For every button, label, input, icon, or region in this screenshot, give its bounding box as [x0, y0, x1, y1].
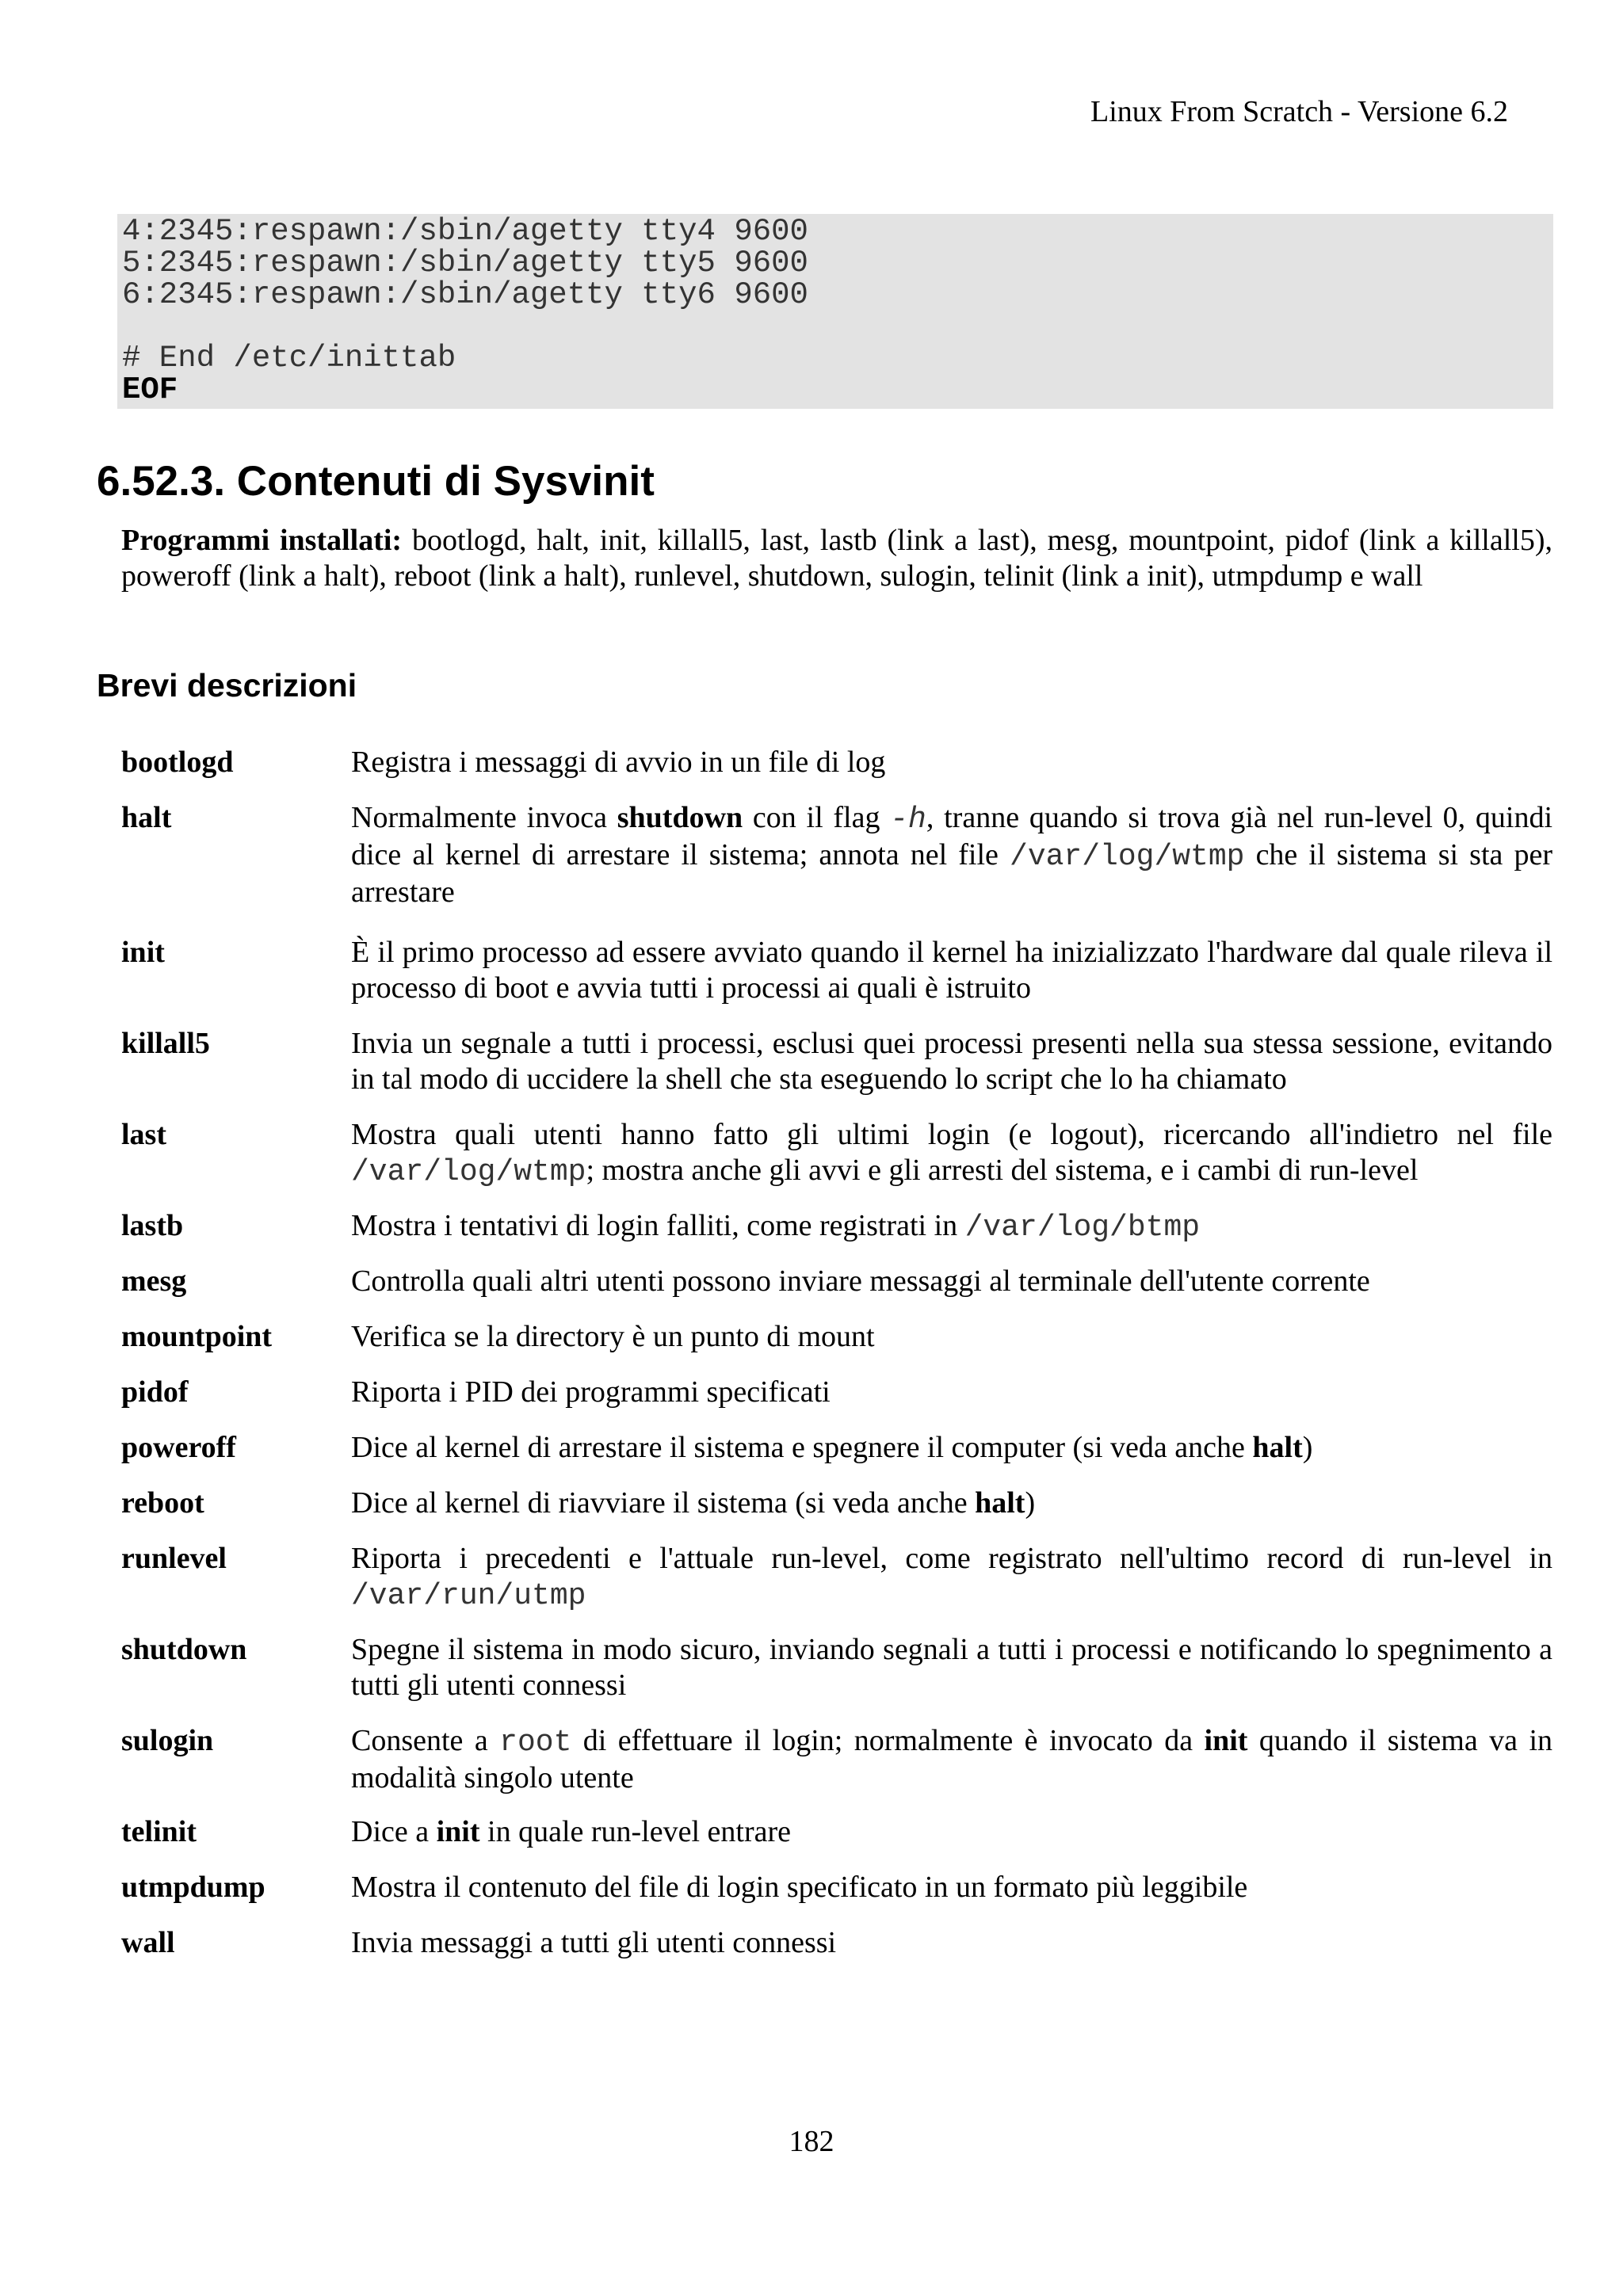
description-fragment: quando il sistema va in modalità singolo utente — [351, 1724, 1553, 1794]
description-fragment: Mostra i tentativi di login falliti, come registrati in — [351, 1209, 965, 1242]
description-fragment: , tranne quando si trova già nel run-level 0, quindi dice al kernel di arrestare il sistema; annota nel file — [351, 801, 1553, 871]
description-term: killall5 — [121, 1027, 210, 1060]
descriptions-title: Brevi descrizioni — [97, 667, 357, 704]
description-text — [351, 1486, 1552, 1521]
description-term: runlevel — [121, 1542, 227, 1575]
description-fragment: Normalmente invoca — [351, 801, 617, 834]
description-fragment: Dice al kernel di riavviare il sistema (si veda anche — [351, 1486, 976, 1520]
code-ref: /var/log/btmp — [964, 1211, 1201, 1245]
description-term: telinit — [121, 1815, 197, 1848]
description-fragment: Registra i messaggi di avvio in un file di log — [351, 746, 886, 779]
description-fragment: Mostra quali utenti hanno fatto gli ultimi login (e logout), ricercando all'indietro nel file — [351, 1118, 1552, 1151]
description-text — [351, 1723, 1552, 1796]
installed-programs — [121, 523, 1552, 594]
description-text — [351, 1430, 1552, 1466]
description-fragment: Mostra il contenuto del file di login specificato in un formato più leggibile — [351, 1871, 1248, 1904]
description-fragment: Consente a — [351, 1724, 500, 1757]
description-fragment: Invia messaggi a tutti gli utenti connessi — [351, 1926, 837, 1959]
description-fragment: È il primo processo ad essere avviato quando il kernel ha inizializzato l'hardware dal quale rileva il processo di boot e avvia tutti i processi ai quali è istruito — [351, 936, 1552, 1005]
installed-programs-label: Programmi installati: — [121, 524, 403, 557]
description-fragment: in quale run-level entrare — [479, 1815, 791, 1848]
description-fragment: Invia un segnale a tutti i processi, esclusi quei processi presenti nella sua stessa sessione, evitando in tal modo di uccidere la shell che sta eseguendo lo script che lo ha chiamato — [351, 1027, 1552, 1096]
command-ref: halt — [1252, 1431, 1303, 1464]
description-text — [351, 1632, 1552, 1703]
description-text — [351, 935, 1552, 1006]
description-fragment: di effettuare il login; normalmente è invocato da — [571, 1724, 1205, 1757]
description-term: wall — [121, 1926, 175, 1959]
page-number: 182 — [789, 2125, 834, 2158]
description-text — [351, 1375, 1552, 1410]
description-term: reboot — [121, 1486, 204, 1520]
description-term: halt — [121, 801, 172, 834]
description-text — [351, 1814, 1552, 1850]
command-ref: init — [436, 1815, 480, 1848]
description-text — [351, 1870, 1552, 1905]
description-text — [351, 1319, 1552, 1355]
description-term: mountpoint — [121, 1320, 273, 1353]
command-ref: shutdown — [617, 801, 743, 834]
description-fragment: Spegne il sistema in modo sicuro, inviando segnali a tutti i processi e notificando lo spegnimento a tutti gli utenti connessi — [351, 1633, 1552, 1702]
description-term: shutdown — [121, 1633, 247, 1666]
description-fragment: ; mostra anche gli avvi e gli arresti del sistema, e i cambi di run-level — [586, 1154, 1419, 1187]
section-title: 6.52.3. Contenuti di Sysvinit — [97, 458, 655, 505]
code-block — [117, 214, 1553, 409]
description-fragment: Dice a — [351, 1815, 437, 1848]
description-fragment: Riporta i PID dei programmi specificati — [351, 1375, 831, 1409]
description-fragment: Dice al kernel di arrestare il sistema e spegnere il computer (si veda anche — [351, 1431, 1253, 1464]
command-ref: halt — [975, 1486, 1025, 1520]
description-fragment: Controlla quali altri utenti possono inviare messaggi al terminale dell'utente corrente — [351, 1264, 1370, 1298]
code-line: 4:2345:respawn:/sbin/agetty tty4 9600 — [122, 214, 808, 249]
description-term: last — [121, 1118, 166, 1151]
description-fragment: ) — [1302, 1431, 1313, 1464]
description-fragment: Riporta i precedenti e l'attuale run-level, come registrato nell'ultimo record di run-level in — [351, 1542, 1552, 1575]
description-fragment: con il flag — [743, 801, 891, 834]
description-text — [351, 1264, 1552, 1299]
description-fragment: Verifica se la directory è un punto di mount — [351, 1320, 875, 1353]
code-line: # End /etc/inittab — [122, 341, 456, 376]
code-line-eof: EOF — [122, 372, 178, 407]
description-term: utmpdump — [121, 1871, 265, 1904]
description-text — [351, 1208, 1552, 1245]
running-header: Linux From Scratch - Versione 6.2 — [1090, 95, 1508, 128]
description-text — [351, 1026, 1552, 1097]
description-term: bootlogd — [121, 746, 234, 779]
description-term: pidof — [121, 1375, 189, 1409]
code-ref: /var/log/wtmp — [1010, 840, 1245, 874]
installed-programs-list: bootlogd, halt, init, killall5, last, lastb (link a last), mesg, mountpoint, pidof (link a killall5), poweroff (link a halt), reboot (link a halt), runlevel, shutdown, sulogin, telinit (link a init), utmpdump e wall — [121, 524, 1552, 593]
description-text — [351, 1541, 1552, 1614]
description-text — [351, 800, 1552, 910]
code-ref: /var/log/wtmp — [351, 1155, 586, 1189]
code-line — [122, 311, 1549, 342]
description-text — [351, 1117, 1552, 1190]
description-term: lastb — [121, 1209, 184, 1242]
description-term: mesg — [121, 1264, 187, 1298]
description-text — [351, 745, 1552, 780]
description-text — [351, 1925, 1552, 1961]
command-ref: init — [1204, 1724, 1248, 1757]
code-ref: -h — [890, 803, 926, 837]
code-ref: /var/run/utmp — [351, 1579, 586, 1613]
code-line: 5:2345:respawn:/sbin/agetty tty5 9600 — [122, 246, 808, 280]
code-line: 6:2345:respawn:/sbin/agetty tty6 9600 — [122, 277, 808, 312]
description-fragment: ) — [1025, 1486, 1036, 1520]
description-term: init — [121, 936, 165, 969]
description-term: poweroff — [121, 1431, 236, 1464]
description-term: sulogin — [121, 1724, 214, 1757]
description-fragment: che il sistema si sta per arrestare — [351, 838, 1552, 909]
code-ref: root — [499, 1726, 572, 1760]
